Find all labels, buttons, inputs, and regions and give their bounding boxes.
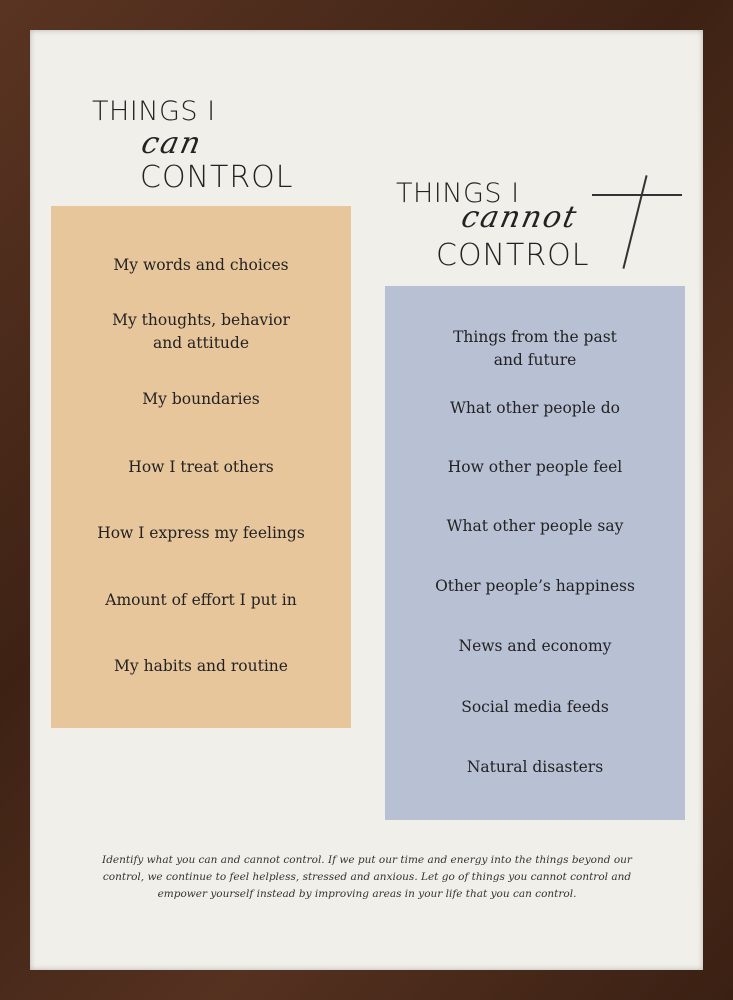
can-item: My habits and routine — [114, 657, 288, 675]
cannot-item: Things from the past and future — [453, 328, 617, 369]
cannot-item: Other people’s happiness — [435, 577, 635, 595]
heading-can-line3: CONTROL — [140, 160, 294, 195]
cannot-item: News and economy — [458, 637, 612, 655]
can-item: My words and choices — [113, 256, 289, 274]
heading-cannot-line1: THINGS I — [396, 178, 520, 209]
cannot-item: What other people do — [449, 399, 621, 417]
heading-can-line1: THINGS I — [92, 96, 216, 127]
script-flourish-stroke — [622, 175, 647, 269]
can-item: My thoughts, behavior and attitude — [112, 311, 290, 352]
poster — [30, 30, 703, 970]
cannot-item: How other people feel — [447, 458, 623, 476]
can-control-panel — [51, 206, 351, 728]
script-flourish-bar — [592, 194, 682, 196]
can-item: How I treat others — [128, 458, 274, 476]
can-item: Amount of effort I put in — [105, 591, 297, 609]
cannot-item: What other people say — [446, 517, 624, 535]
can-item: My boundaries — [142, 390, 260, 408]
heading-cannot-line3: CONTROL — [436, 238, 590, 273]
heading-cannot-control — [396, 178, 696, 278]
heading-cannot-script: cannot — [458, 200, 582, 235]
cannot-item: Social media feeds — [461, 698, 609, 716]
footer-text: Identify what you can and cannot control. If we put our time and energy into the things beyond our control, we continue to feel helpless, stressed and anxious. Let go of things you cannot control and empower yourself instead by improving areas in your life that you can control. — [102, 854, 632, 900]
heading-can-script: can — [138, 126, 206, 161]
can-item: How I express my feelings — [97, 524, 305, 542]
cannot-item: Natural disasters — [466, 758, 604, 776]
cannot-control-panel — [385, 286, 685, 820]
heading-can-control — [92, 96, 332, 196]
